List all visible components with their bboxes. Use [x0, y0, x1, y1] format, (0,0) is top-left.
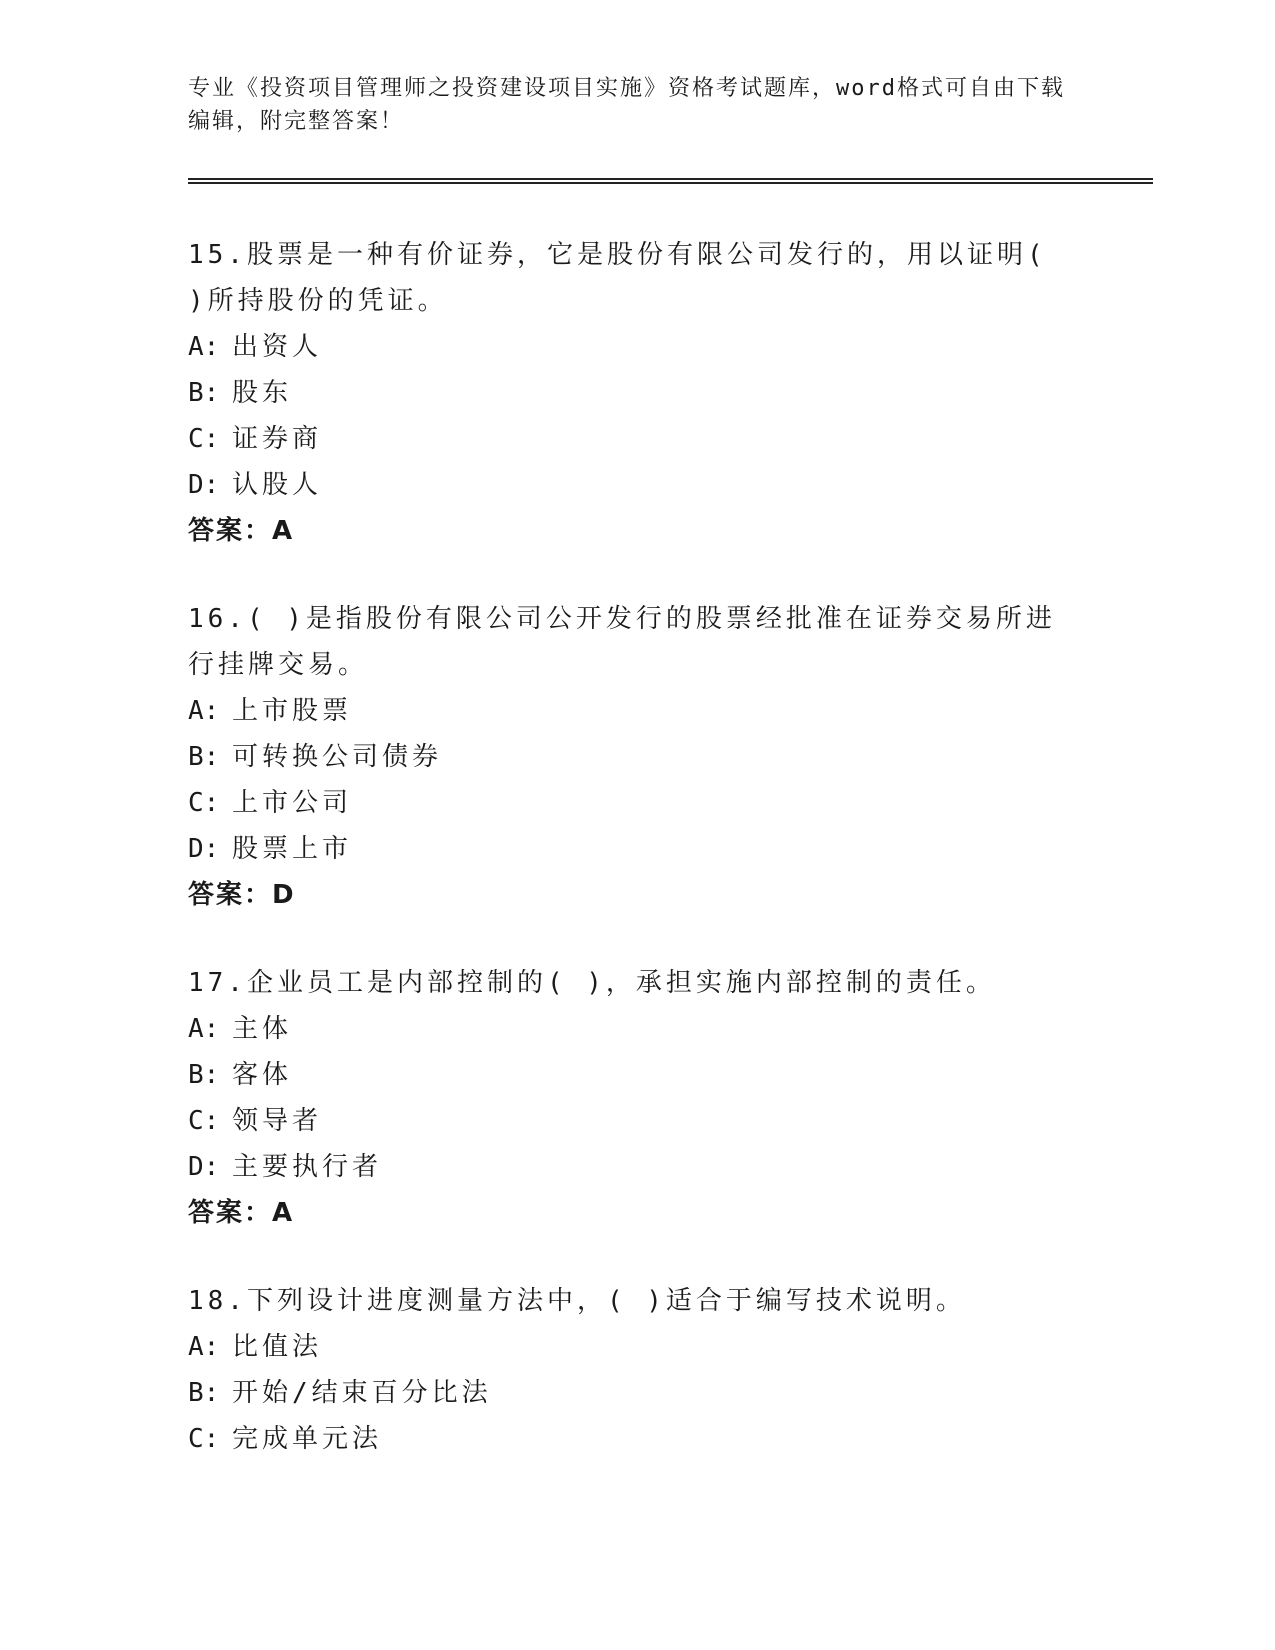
document-intro: 专业《投资项目管理师之投资建设项目实施》资格考试题库，word格式可自由下载编辑，附完整答案！ [188, 76, 1065, 134]
option-b [188, 370, 1068, 416]
option-a [188, 688, 1068, 734]
answer-line: 答案：A [188, 1198, 295, 1228]
option-letter: D: [188, 1152, 220, 1182]
option-text: 客体 [232, 1060, 293, 1090]
option-letter: A: [188, 332, 220, 362]
option-b [188, 1052, 1068, 1098]
option-letter: C: [188, 1424, 220, 1454]
question-stem: 15.股票是一种有价证券，它是股份有限公司发行的，用以证明( )所持股份的凭证。 [188, 240, 1047, 316]
option-a [188, 1006, 1068, 1052]
option-text: 领导者 [232, 1106, 323, 1136]
question-16 [188, 596, 1068, 918]
option-b [188, 1370, 1068, 1416]
option-text: 比值法 [232, 1332, 323, 1362]
option-letter: C: [188, 788, 220, 818]
option-b [188, 734, 1068, 780]
option-text: 出资人 [232, 332, 323, 362]
option-letter: A: [188, 1332, 220, 1362]
option-c [188, 1416, 1068, 1462]
option-letter: B: [188, 1060, 220, 1090]
option-letter: C: [188, 1106, 220, 1136]
option-text: 证券商 [232, 424, 323, 454]
option-letter: A: [188, 1014, 220, 1044]
option-a [188, 324, 1068, 370]
answer-line: 答案：D [188, 880, 296, 910]
option-letter: B: [188, 742, 220, 772]
option-text: 可转换公司债券 [232, 742, 443, 772]
question-list [188, 232, 1068, 1504]
option-d [188, 826, 1068, 872]
option-letter: D: [188, 470, 220, 500]
option-c [188, 780, 1068, 826]
question-15 [188, 232, 1068, 554]
option-letter: C: [188, 424, 220, 454]
option-text: 上市公司 [232, 788, 353, 818]
option-letter: B: [188, 378, 220, 408]
option-text: 认股人 [232, 470, 323, 500]
option-text: 主体 [232, 1014, 293, 1044]
header-divider [188, 178, 1153, 184]
option-text: 完成单元法 [232, 1424, 383, 1454]
option-text: 上市股票 [232, 696, 353, 726]
option-text: 股票上市 [232, 834, 353, 864]
question-17 [188, 960, 1068, 1236]
option-letter: A: [188, 696, 220, 726]
option-c [188, 1098, 1068, 1144]
question-stem: 18.下列设计进度测量方法中，( )适合于编写技术说明。 [188, 1286, 966, 1316]
answer-line: 答案：A [188, 516, 295, 546]
option-text: 主要执行者 [232, 1152, 383, 1182]
question-stem: 17.企业员工是内部控制的( )，承担实施内部控制的责任。 [188, 968, 996, 998]
option-letter: B: [188, 1378, 220, 1408]
option-text: 开始/结束百分比法 [232, 1378, 492, 1408]
option-a [188, 1324, 1068, 1370]
option-d [188, 1144, 1068, 1190]
question-stem: 16.( )是指股份有限公司公开发行的股票经批准在证券交易所进行挂牌交易。 [188, 604, 1056, 680]
option-d [188, 462, 1068, 508]
option-text: 股东 [232, 378, 293, 408]
option-c [188, 416, 1068, 462]
question-18 [188, 1278, 1068, 1462]
option-letter: D: [188, 834, 220, 864]
